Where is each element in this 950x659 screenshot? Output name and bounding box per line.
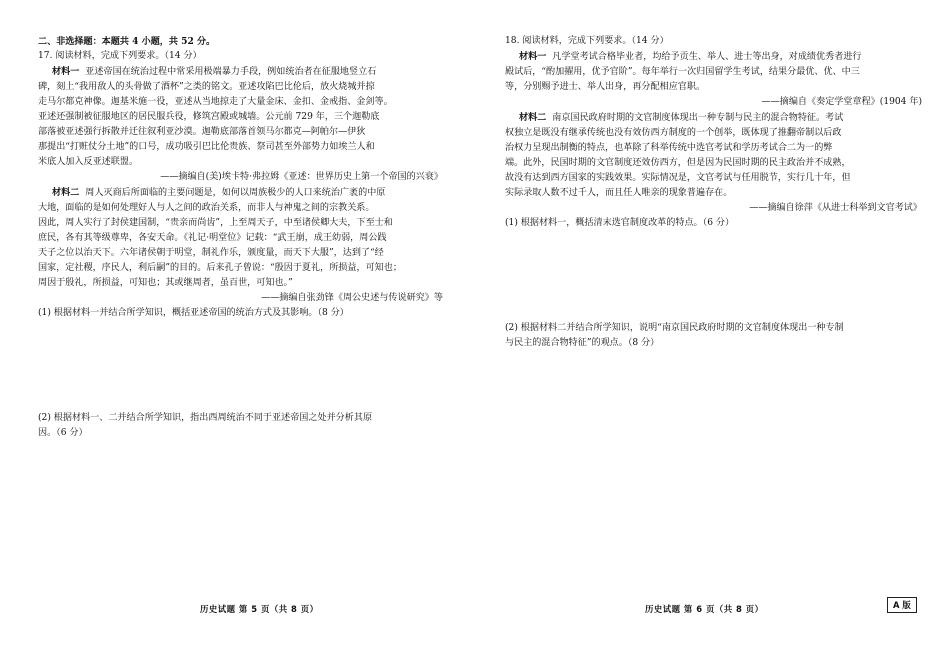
material-label: 材料二 (519, 112, 547, 123)
material-line: 殿试后，“酌加擢用，优予官阶”。每年举行一次归国留学生考试，结果分最优、优、中三 (505, 67, 860, 77)
material-label: 材料二 (52, 187, 80, 198)
sub-question-1: (1) 根据材料一，概括清末选官制度改革的特点。（6 分） (505, 218, 735, 228)
material-line: 治权力呈现出制衡的特点，也革除了科举传统中选官考试和学历考试合二为一的弊 (505, 143, 833, 153)
material-line: 亚述还强制被征服地区的居民服兵役，修筑宫殿或城墙。公元前 729 年，三个迦勒底 (38, 112, 380, 122)
material-line: 材料一 亚述帝国在统治过程中常采用极端暴力手段，例如统治者在征服地竖立石 (52, 66, 377, 77)
material-line: 实际录取人数不过千人，而且任人唯亲的现象普遍存在。 (505, 188, 733, 198)
material-line: 权独立是既没有继承传统也没有效仿西方制度的一个创举，既体现了推翻帝制以后政 (505, 128, 842, 138)
material-line: 天子之位以治天下。六年诸侯朝于明堂，制礼作乐，颁度量，而天下大服”，达到了“经 (38, 248, 384, 258)
material-line: 部落被亚述强行拆散并迁往叙利亚沙漠。迦勒底部落首领马尔都克—阿帕尔—伊狄 (38, 127, 366, 137)
material-line: 走马尔都克神像。迦基米施一役，亚述从当地掠走了大量金床、金扣、金戒指、金剑等。 (38, 97, 393, 107)
material-line: 材料二 南京国民政府时期的文官制度体现出一种专制与民主的混合物特征。考试 (519, 112, 844, 123)
sub-question-2-cont: 与民主的混合物特征”的观点。（8 分） (505, 338, 660, 348)
material-line: 那提出“打赃仗分土地”的口号，成功吸引巴比伦贵族、祭司甚至外部势力如埃兰人和 (38, 142, 375, 152)
material-line: 因此，周人实行了封侯建国制，“贵亲而尚齿”，上至周天子，中至诸侯卿大夫，下至士和 (38, 218, 393, 228)
material-source: ——摘编自(美)埃卡特·弗拉姆《亚述：世界历史上第一个帝国的兴衰》 (160, 172, 443, 182)
material-line: 庶民，各有其等级尊卑，各安天命。《礼记·明堂位》记载：“武王崩，成王幼弱，周公践 (38, 233, 387, 243)
page-footer-left: 历史试题 第 5 页（共 8 页） (200, 604, 319, 614)
right-page (475, 0, 950, 659)
material-source: ——摘编自张劲锋《周公史述与传说研究》等 (261, 293, 443, 303)
material-line: 故没有达到西方国家的实践效果。实际情况是，文官考试与任用脱节，实行几十年，但 (505, 173, 851, 183)
question-18-intro: 18. 阅读材料，完成下列要求。（14 分） (505, 36, 669, 46)
section-title: 二、非选择题：本题共 4 小题，共 52 分。 (38, 36, 216, 47)
material-source: ——摘编自《奏定学堂章程》(1904 年) (761, 97, 922, 107)
question-17-intro: 17. 阅读材料，完成下列要求。（14 分） (38, 51, 202, 61)
sub-question-2-cont: 因。（6 分） (38, 428, 88, 438)
version-badge: A 版 (887, 597, 917, 613)
sub-question-1: (1) 根据材料一并结合所学知识，概括亚述帝国的统治方式及其影响。（8 分） (38, 308, 349, 318)
material-line: 等，分别赐予进士、举人出身，再分配相应官职。 (505, 82, 706, 92)
material-label: 材料一 (52, 66, 80, 77)
material-line: 大地，面临的是如何处理好人与人之间的政治关系，而非人与神鬼之间的宗教关系。 (38, 203, 375, 213)
material-line: 端。此外，民国时期的文官制度还效仿西方，但是因为民国时期的民主政治并不成熟， (505, 158, 851, 168)
material-line: 材料二 周人灭商后所面临的主要问题是，如何以周族极少的人口来统治广袤的中原 (52, 187, 386, 198)
material-line: 材料一 凡学堂考试合格毕业者，均给予贡生、举人、进士等出身，对成绩优秀者进行 (519, 51, 862, 62)
material-source: ——摘编自徐萍《从进士科举到文官考试》 (749, 203, 922, 213)
material-line: 周因于殷礼，所损益，可知也；其或继周者，虽百世，可知也。” (38, 278, 293, 288)
sub-question-2: (2) 根据材料一、二并结合所学知识，指出西周统治不同于亚述帝国之处并分析其原 (38, 413, 373, 423)
material-line: 碑，刻上“我用敌人的头骨做了酒杯”之类的铭文。亚述攻陷巴比伦后，放火烧城并掠 (38, 82, 375, 92)
material-line: 米底人加入反亚述联盟。 (38, 157, 139, 167)
material-line: 国家，定社稷，序民人，利后嗣”的目的。后来孔子曾说：“殷因于夏礼，所损益，可知也； (38, 263, 402, 273)
material-label: 材料一 (519, 51, 547, 62)
page-footer-right: 历史试题 第 6 页（共 8 页） (645, 604, 764, 614)
sub-question-2: (2) 根据材料二并结合所学知识，说明“南京国民政府时期的文官制度体现出一种专制 (505, 323, 844, 333)
